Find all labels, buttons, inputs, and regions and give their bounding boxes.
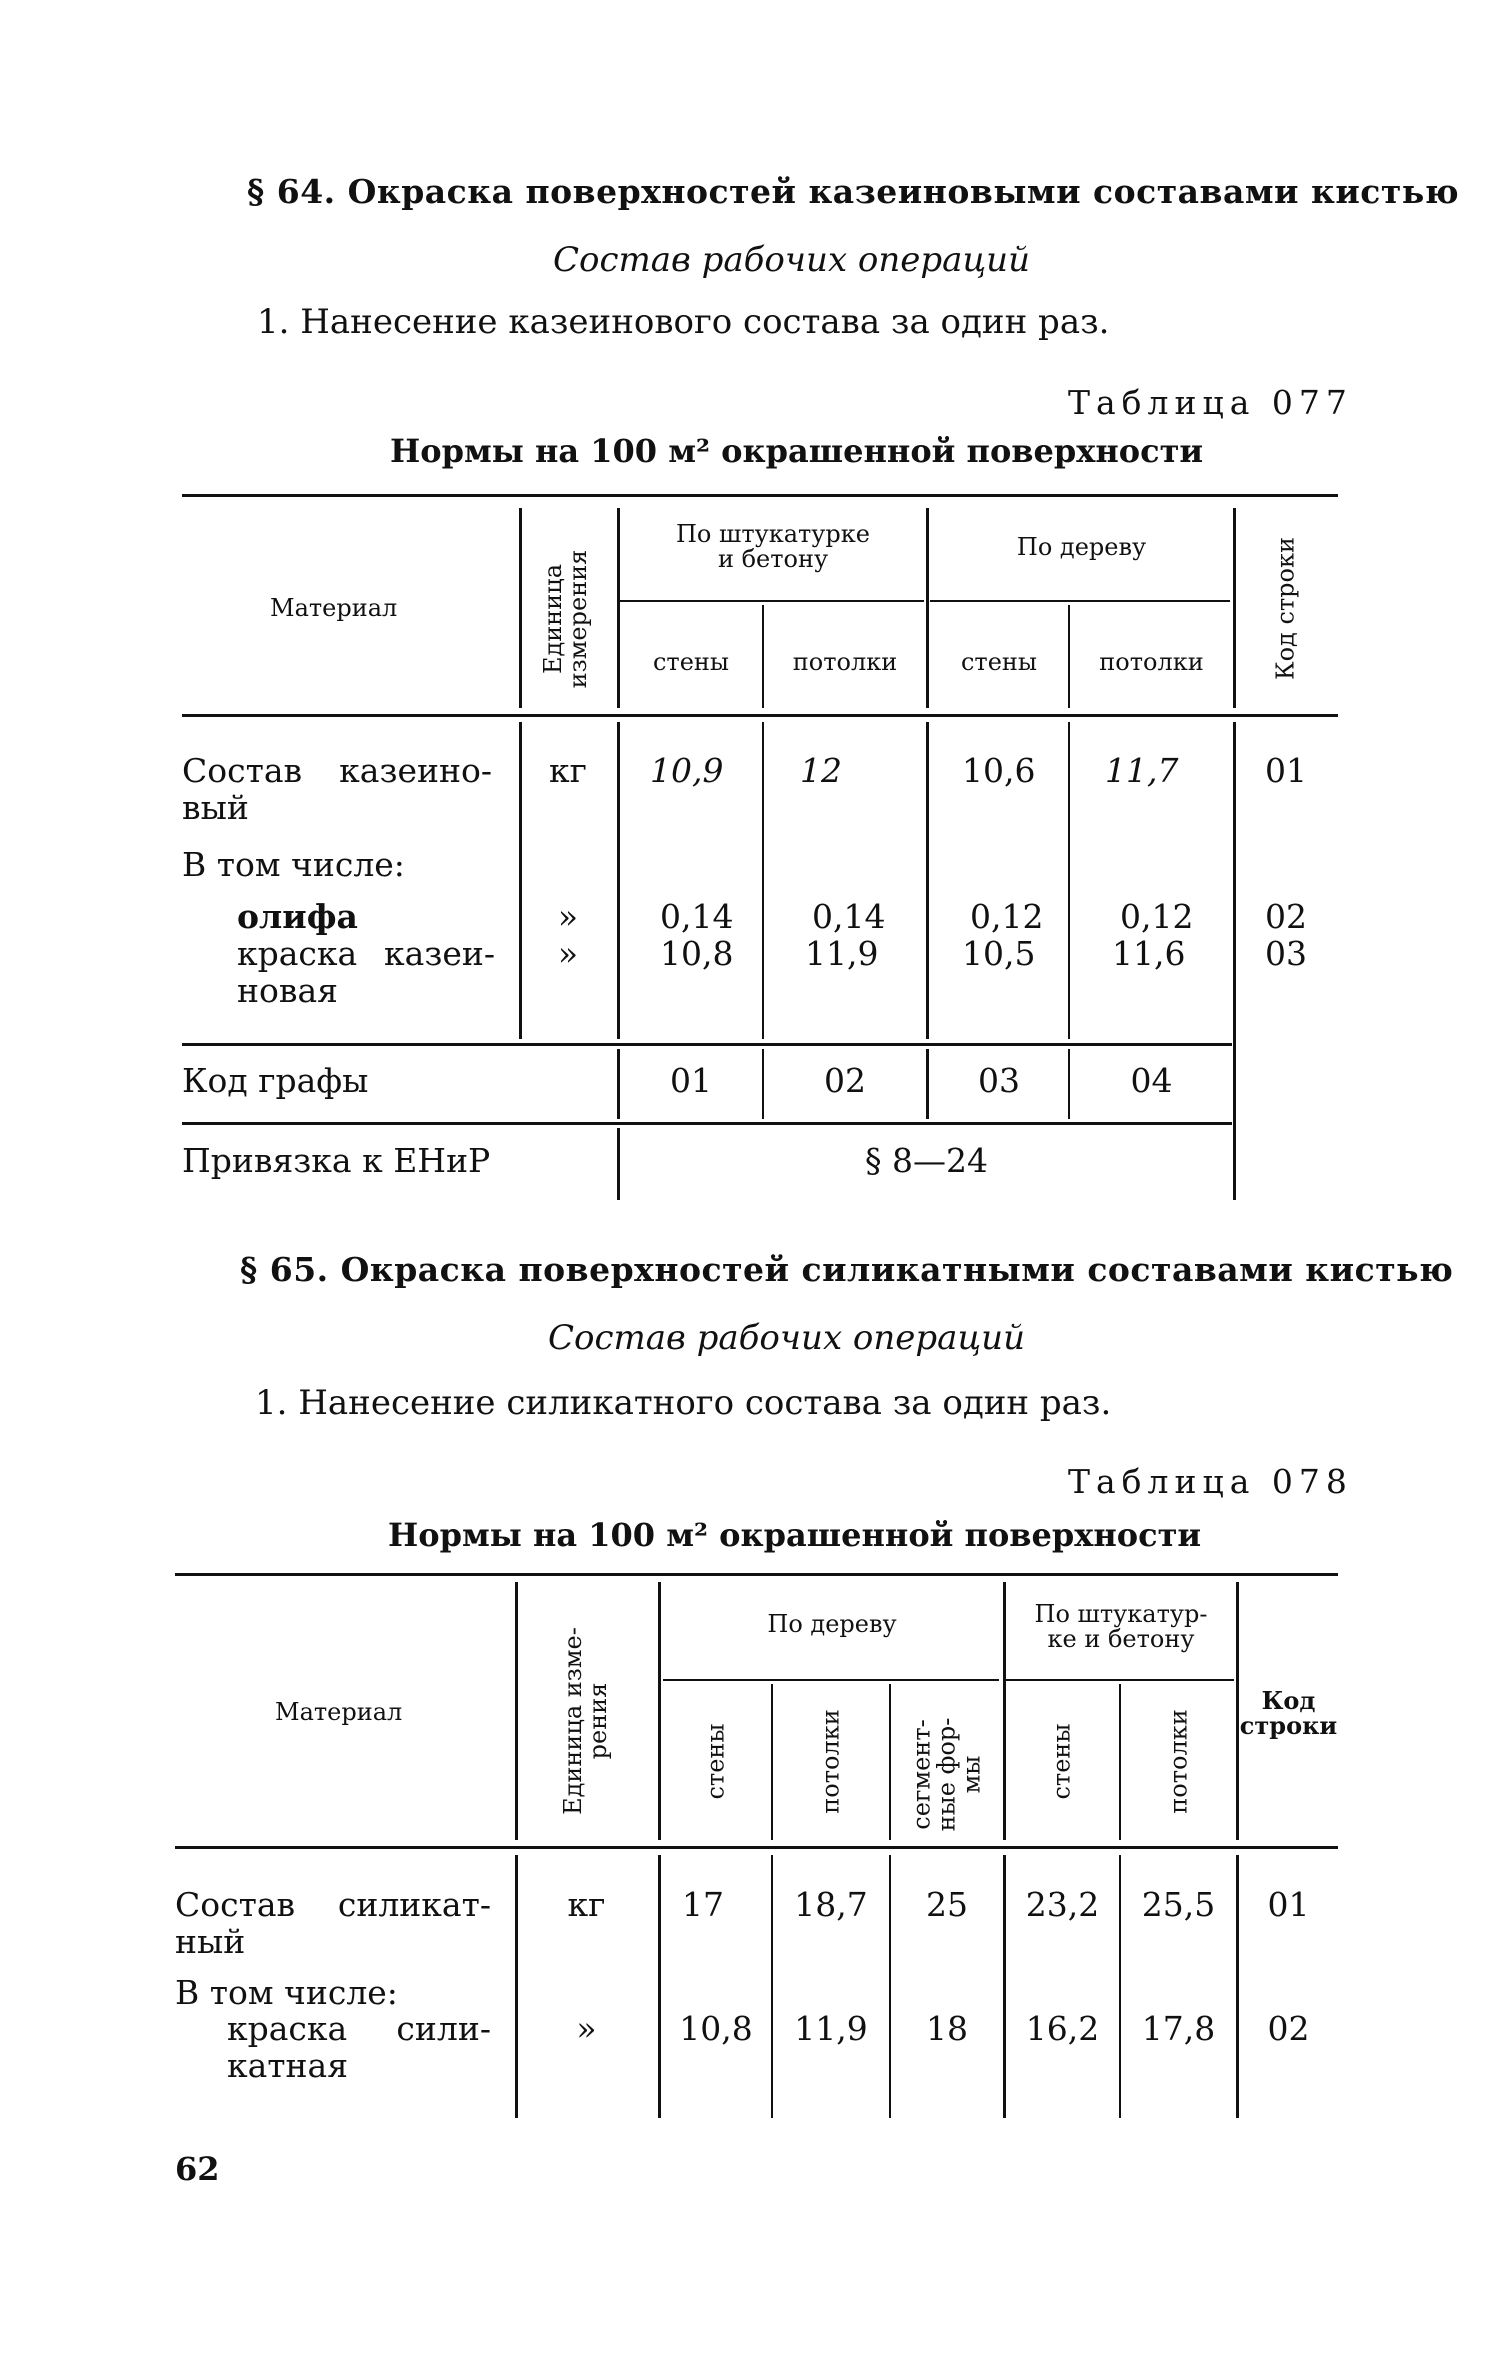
cell-value: 11,9: [805, 934, 879, 973]
header-material: Материал: [275, 1698, 403, 1726]
page-number: 62: [175, 2150, 220, 2188]
section-65-subheading: Состав рабочих операций: [548, 1318, 1025, 1358]
row-subtitle: В том числе:: [182, 845, 405, 884]
row-material: олифа: [237, 897, 358, 936]
cell-value: 0,14: [812, 897, 886, 936]
section-64-heading: § 64. Окраска поверхностей казеиновыми составами кистью: [247, 172, 1460, 211]
header-walls-2: стены: [1047, 1723, 1076, 1800]
column-code: 03: [978, 1061, 1020, 1100]
row-code: 03: [1265, 934, 1307, 973]
header-group-plaster: По штукатур- ке и бетону: [1034, 1600, 1208, 1653]
cell-value: 0,12: [970, 897, 1044, 936]
cell-value: 17: [682, 1885, 724, 1924]
cell-value: 17,8: [1141, 2009, 1216, 2048]
row-unit: »: [576, 2009, 597, 2048]
header-walls-1: стены: [701, 1723, 730, 1800]
column-code: 04: [1130, 1061, 1173, 1100]
row-material: краска сили- катная: [227, 2009, 491, 2085]
cell-value: 10,9: [650, 751, 724, 790]
reference-value: § 8—24: [865, 1141, 988, 1180]
table-077-caption: Нормы на 100 м² окрашенной поверхности: [390, 432, 1204, 470]
cell-value: 12: [800, 751, 842, 790]
header-walls-1: стены: [652, 648, 730, 676]
cell-value: 10,6: [962, 751, 1036, 790]
cell-value: 11,9: [794, 2009, 868, 2048]
cell-value: 23,2: [1025, 1885, 1100, 1924]
header-group-wood: По дереву: [1016, 533, 1147, 561]
cell-value: 10,5: [962, 934, 1036, 973]
cell-value: 0,14: [660, 897, 734, 936]
cell-value: 18: [926, 2009, 968, 2048]
section-65-heading: § 65. Окраска поверхностей силикатными составами кистью: [240, 1250, 1454, 1289]
column-code: 02: [824, 1061, 866, 1100]
header-unit: Единица измерения: [539, 549, 592, 689]
row-material: Состав силикат- ный: [175, 1885, 491, 1961]
cell-value: 18,7: [794, 1885, 868, 1924]
header-ceilings-2: потолки: [1164, 1709, 1193, 1814]
row-unit: »: [557, 934, 579, 973]
cell-value: 11,6: [1112, 934, 1186, 973]
header-walls-2: стены: [960, 648, 1038, 676]
row-unit: »: [557, 897, 579, 936]
cell-value: 0,12: [1120, 897, 1194, 936]
section-64-subheading: Состав рабочих операций: [553, 240, 1030, 280]
row-unit: кг: [549, 751, 587, 790]
section-64-operation: 1. Нанесение казеинового состава за один раз.: [257, 302, 1110, 342]
cell-value: 10,8: [679, 2009, 753, 2048]
table-078-caption: Нормы на 100 м² окрашенной поверхности: [388, 1516, 1202, 1554]
cell-value: 25,5: [1141, 1885, 1216, 1924]
table-078-label: Таблица 078: [1068, 1462, 1353, 1501]
header-unit: Единица изме- рения: [559, 1627, 612, 1815]
row-code: 02: [1267, 2009, 1310, 2048]
row-material: краска казеи- новая: [237, 934, 495, 1010]
row-material: Состав казеино- вый: [182, 751, 492, 827]
header-segment-forms: сегмент- ные фор- мы: [907, 1717, 986, 1832]
row-code: 01: [1267, 1885, 1310, 1924]
row-code: 02: [1265, 897, 1307, 936]
column-code: 01: [670, 1061, 712, 1100]
header-group-wood: По дереву: [767, 1610, 897, 1638]
cell-value: 10,8: [660, 934, 734, 973]
table-077-label: Таблица 077: [1068, 383, 1353, 422]
header-group-plaster: По штукатурке и бетону: [676, 520, 870, 573]
header-ceilings-2: потолки: [1099, 648, 1204, 676]
header-ceilings-1: потолки: [792, 648, 898, 676]
cell-value: 11,7: [1105, 751, 1179, 790]
row-subtitle: В том числе:: [175, 1973, 398, 2012]
reference-label: Привязка к ЕНиР: [182, 1141, 491, 1180]
header-ceilings-1: потолки: [816, 1709, 845, 1814]
header-material: Материал: [270, 594, 398, 622]
row-unit: кг: [567, 1885, 606, 1924]
row-code: 01: [1265, 751, 1307, 790]
column-code-label: Код графы: [182, 1061, 369, 1100]
header-row-code: Код строки: [1239, 1686, 1338, 1740]
section-65-operation: 1. Нанесение силикатного состава за один раз.: [255, 1383, 1112, 1423]
cell-value: 16,2: [1025, 2009, 1100, 2048]
header-row-code: Код строки: [1271, 537, 1300, 680]
cell-value: 25: [926, 1885, 968, 1924]
